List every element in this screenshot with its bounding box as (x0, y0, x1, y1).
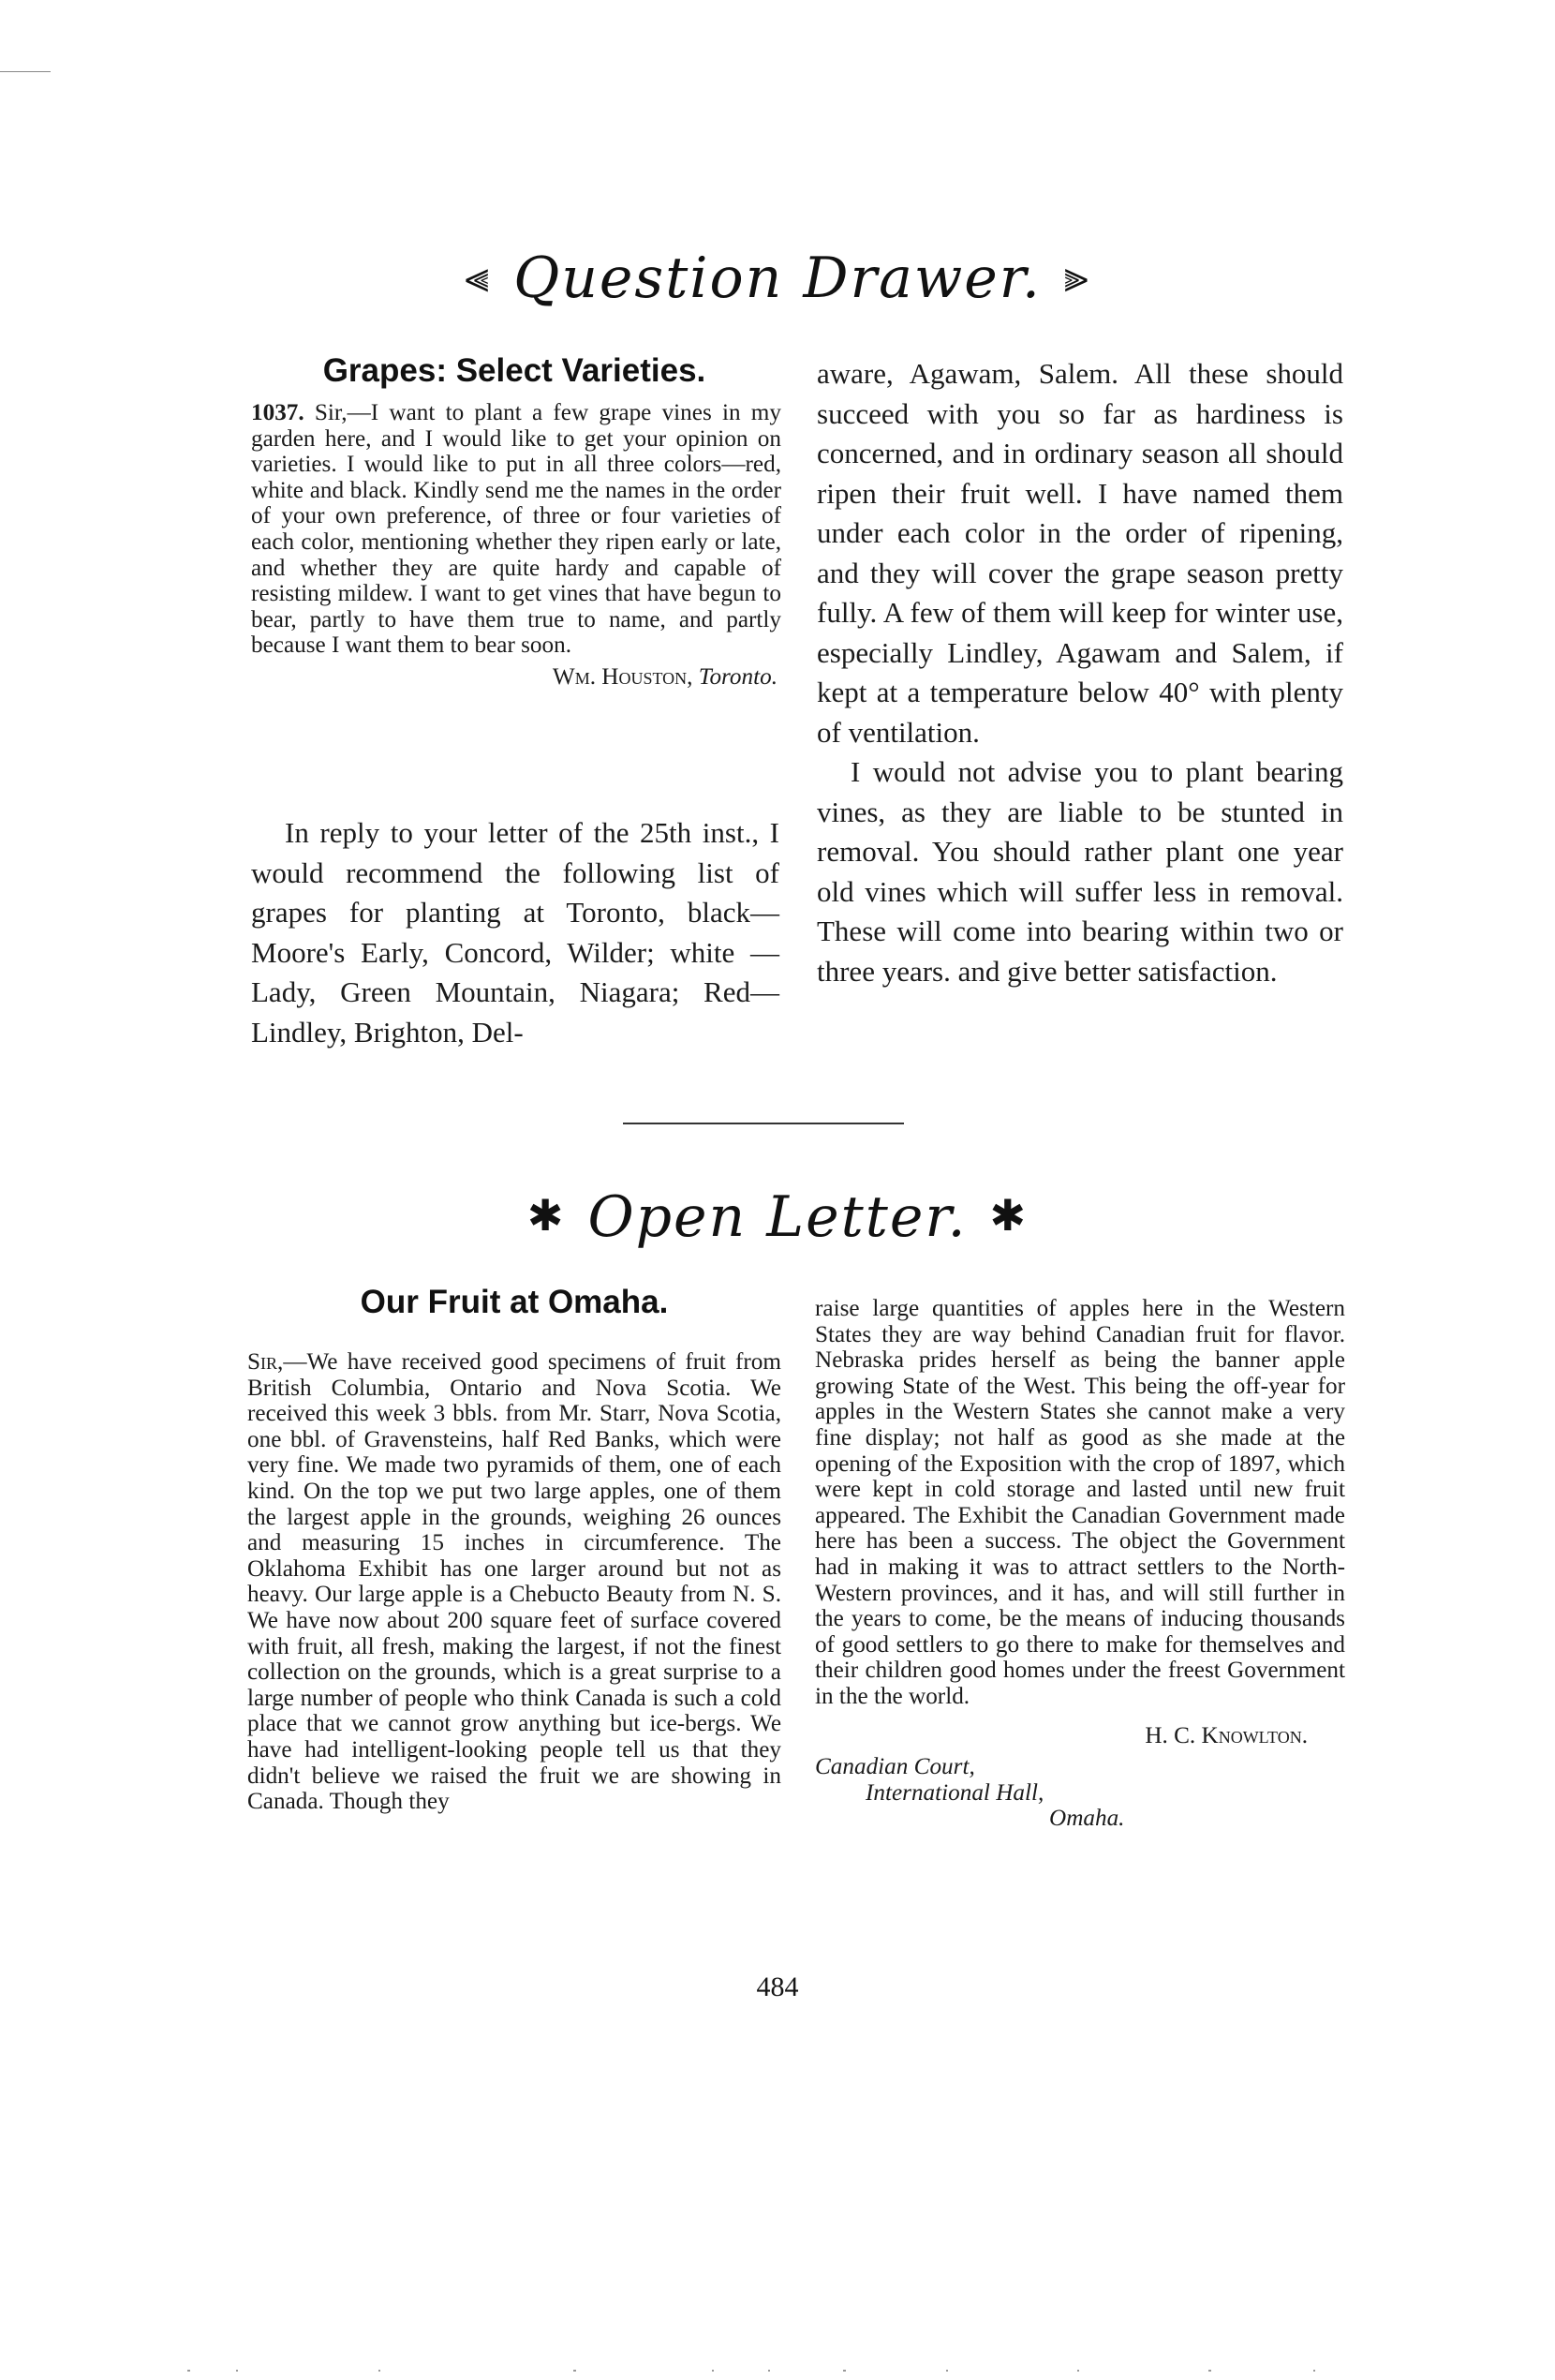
letter-text: Sir,—I want to plant a few grape vines in my garden here, and I would like to get your opinion on varieties. I would like to put in all three colors—red, white and black. Kindly send me the names in the order of your own preference, of three or four varieties of each color, mentioning whether they ripen early or late, and whether they are quite hardy and capable of resisting mildew. I want to get vines that have begun to bear, partly to have them true to name, and partly because I want them to bear soon. (251, 400, 781, 659)
letter-signature-place: Toronto. (698, 663, 778, 690)
reply-left-text: In reply to your letter of the 25th inst., I would recommend the following list of grapes for planting at Toronto, black—Moore's Early, Concord, Wilder; white — Lady, Green Mountain, Niagara; Red—Lindley, Brighton, Del- (251, 816, 779, 1049)
omaha-letter-right-text: raise large quantities of apples here in the Western States they are way behind Canadian fruit for flavor. Nebraska prides herself as being the banner apple growing State of the West. This being the off-year for apples in the Western States she cannot make a very fine display; not half as good as she made at the opening of the Exposition with the crop of 1897, which were kept in cold storage and lasted until new fruit appeared. The Exhibit the Canadian Government made here has been a success. The object the Government had in making it was to attract settlers to the North-Western provinces, and it has, and will still further in the years to come, be the means of inducing thousands of good settlers to go there to make for themselves and their children good homes under the freest Government in the the world. (815, 1296, 1345, 1709)
reply-right-paragraph-2: I would not advise you to plant bearing vines, as they are liable to be stunted in removal. You should rather plant one year old vines which will suffer less in removal. These will come into bearing within two or three years. and give better satisfaction. (817, 755, 1343, 988)
open-letter-heading (0, 1184, 1555, 1250)
grapes-article-title: Grapes: Select Varieties. (322, 352, 706, 389)
grapes-reply-left (251, 813, 779, 1052)
address-line-1: Canadian Court, (815, 1754, 975, 1780)
address-line-2: International Hall, (866, 1779, 1044, 1806)
letter-signature-name: Wm. Houston, (552, 663, 693, 690)
letter-salutation: Sir, (247, 1349, 284, 1375)
section-divider (623, 1123, 904, 1124)
grapes-letter (251, 400, 781, 691)
grapes-letter-body (251, 400, 781, 659)
omaha-article-title: Our Fruit at Omaha. (360, 1284, 669, 1320)
ornament-left-icon: ⫷ (465, 251, 492, 302)
letter-body-left: —We have received good specimens of fruit from British Columbia, Ontario and Nova Scotia. We received this week 3 bbls. from Mr. Starr, Nova Scotia, one bbl. of Gravensteins, half Red Banks, which were very fine. We made two pyramids of them, one of each kind. On the top we put two large apples, one of them the largest apple in the grounds, weighing 26 ounces and measuring 15 inches in circumference. The Oklahoma Exhibit has one larger around but not as heavy. Our large apple is a Chebucto Beauty from N. S. We have now about 200 square feet of surface covered with fruit, all fresh, making the largest, if not the finest collection on the grounds, which is a great surprise to a large number of people who think Canada is such a cold place that we cannot grow anything but ice-bergs. We have had intelligent-looking people tell us that they didn't believe we raised the fruit we are showing in Canada. Though they (247, 1349, 781, 1815)
question-drawer-title: Question Drawer. (513, 245, 1042, 311)
letter-address (815, 1754, 1345, 1832)
letter-signature (251, 664, 781, 691)
asterism-right-icon: ✱ (989, 1190, 1029, 1241)
omaha-letter-left (247, 1349, 781, 1815)
scan-specks (0, 2369, 1555, 2373)
letter-number: 1037. (251, 400, 304, 425)
open-letter-title: Open Letter. (587, 1184, 968, 1250)
scan-mark (0, 71, 51, 72)
question-drawer-heading (0, 245, 1555, 311)
ornament-right-icon: ⫸ (1063, 251, 1090, 302)
asterism-left-icon: ✱ (526, 1190, 566, 1241)
letter-signature-knowlton: H. C. Knowlton. (1145, 1722, 1308, 1748)
omaha-letter-left-text (247, 1349, 781, 1815)
omaha-letter-right (815, 1296, 1345, 1832)
grapes-reply-right (817, 354, 1343, 991)
reply-right-paragraph-1: aware, Agawam, Salem. All these should succeed with you so far as hardiness is concerned, and in ordinary season all should ripen their fruit well. I have named them under each color in the order of ripening, and they will cover the grape season pretty fully. A few of them will keep for winter use, especially Lindley, Agawam and Salem, if kept at a temperature below 40° with plenty of ventilation. (817, 357, 1343, 749)
address-line-3: Omaha. (1049, 1806, 1125, 1832)
page-number: 484 (756, 1971, 799, 2002)
